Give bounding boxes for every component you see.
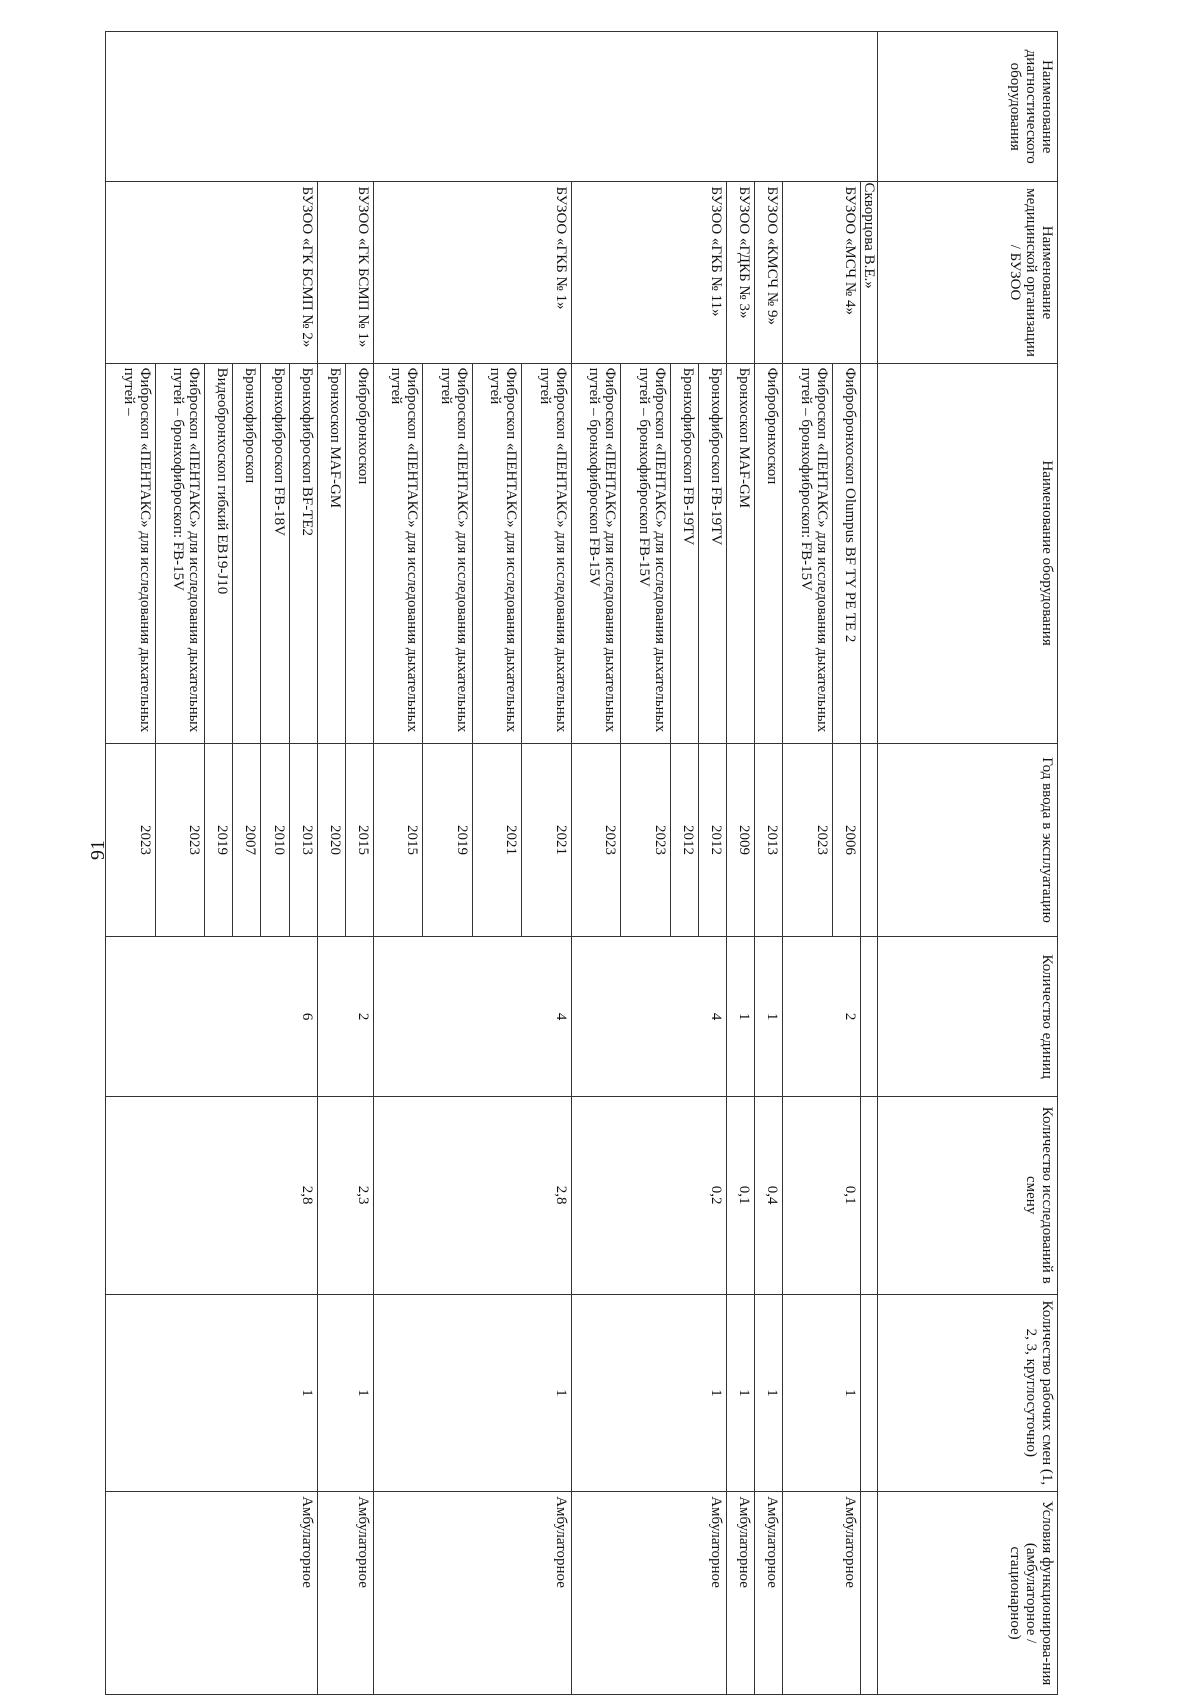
commission-year-cell: 2023 [621, 743, 671, 937]
empty-cell [861, 937, 878, 1096]
unit-count-cell: 2 [783, 937, 861, 1096]
commission-year-cell: 2015 [373, 743, 423, 937]
equipment-name-cell: Фиброскоп «ПЕНТАКС» для исследования дыхательных путей – бронхофиброскоп FB-15V [571, 363, 621, 743]
shift-count-cell: 1 [106, 1294, 318, 1492]
commission-year-cell: 2006 [832, 743, 860, 937]
shift-count-cell: 1 [317, 1294, 373, 1492]
operating-mode-cell: Амбулаторное [755, 1492, 783, 1695]
table-body [106, 32, 878, 1695]
equipment-name-cell: Бронхофиброскоп [233, 363, 261, 743]
header-unit-count: Количество единиц [878, 937, 1058, 1096]
commission-year-cell: 2020 [317, 743, 345, 937]
organization-cell: БУЗОО «ГКБ № 11» [571, 182, 726, 363]
rotated-table-wrapper [105, 31, 1058, 1695]
unit-count-cell: 1 [755, 937, 783, 1096]
commission-year-cell: 2023 [783, 743, 833, 937]
equipment-name-cell: Фибробронхоскоп [345, 363, 373, 743]
unit-count-cell: 2 [317, 937, 373, 1096]
commission-year-cell: 2010 [261, 743, 289, 937]
operating-mode-cell: Амбулаторное [373, 1492, 571, 1695]
studies-per-shift-cell: 0,1 [727, 1096, 755, 1294]
header-shift-count: Количество рабочих смен (1, 2, 3, круглосуточно) [878, 1294, 1058, 1492]
organization-cell: БУЗОО «КМСЧ № 9» [755, 182, 783, 363]
carry-over-text: Скворцова В.Е.» [861, 182, 878, 363]
equipment-name-cell: Фиброскоп «ПЕНТАКС» для исследования дыхательных путей [472, 363, 522, 743]
studies-per-shift-cell: 2,8 [373, 1096, 571, 1294]
commission-year-cell: 2021 [522, 743, 572, 937]
table-row [345, 32, 373, 1695]
header-studies-per-shift: Количество исследований в смену [878, 1096, 1058, 1294]
commission-year-cell: 2013 [755, 743, 783, 937]
table-header-row [878, 32, 1058, 1695]
commission-year-cell: 2007 [233, 743, 261, 937]
unit-count-cell: 6 [106, 937, 318, 1096]
table-row [699, 32, 727, 1695]
equipment-name-cell: Видеобронхоскоп гибкий EB19-J10 [205, 363, 233, 743]
organization-cell: БУЗОО «МСЧ № 4» [783, 182, 861, 363]
page-number: 91 [87, 840, 109, 860]
equipment-name-cell: Фиброскоп «ПЕНТАКС» для исследования дыхательных путей [373, 363, 423, 743]
commission-year-cell: 2009 [727, 743, 755, 937]
shift-count-cell: 1 [373, 1294, 571, 1492]
equipment-name-cell: Фиброскоп «ПЕНТАКС» для исследования дыхательных путей – бронхофиброскоп FB-15V [621, 363, 671, 743]
operating-mode-cell: Амбулаторное [106, 1492, 318, 1695]
commission-year-cell: 2019 [205, 743, 233, 937]
studies-per-shift-cell: 2,8 [106, 1096, 318, 1294]
empty-cell [861, 743, 878, 937]
table-row [755, 32, 783, 1695]
unit-count-cell: 4 [373, 937, 571, 1096]
equipment-name-cell: Фиброскоп «ПЕНТАКС» для исследования дыхательных путей [423, 363, 473, 743]
equipment-name-cell: Фиброскоп «ПЕНТАКС» для исследования дыхательных путей – [106, 363, 156, 743]
studies-per-shift-cell: 0,1 [783, 1096, 861, 1294]
operating-mode-cell: Амбулаторное [727, 1492, 755, 1695]
organization-cell: БУЗОО «ГК БСМП № 1» [317, 182, 373, 363]
header-commission-year: Год ввода в эксплуатацию [878, 743, 1058, 937]
commission-year-cell: 2023 [106, 743, 156, 937]
equipment-name-cell: Фиброскоп «ПЕНТАКС» для исследования дыхательных путей – бронхофиброскоп: FB-15V [155, 363, 205, 743]
commission-year-cell: 2013 [289, 743, 317, 937]
operating-mode-cell: Амбулаторное [571, 1492, 726, 1695]
commission-year-cell: 2023 [571, 743, 621, 937]
equipment-name-cell: Бронхоскоп MAF-GM [317, 363, 345, 743]
equipment-name-cell: Бронхофиброскоп BF-TE2 [289, 363, 317, 743]
operating-mode-cell: Амбулаторное [783, 1492, 861, 1695]
studies-per-shift-cell: 0,2 [571, 1096, 726, 1294]
unit-count-cell: 4 [571, 937, 726, 1096]
shift-count-cell: 1 [727, 1294, 755, 1492]
table-row-carry-over [861, 32, 878, 1695]
commission-year-cell: 2019 [423, 743, 473, 937]
shift-count-cell: 1 [571, 1294, 726, 1492]
header-operating-mode: Условия функционирова-ния (амбулаторное / стационарное) [878, 1492, 1058, 1695]
equipment-name-cell: Бронхофиброскоп FB-19TV [699, 363, 727, 743]
empty-cell [861, 1492, 878, 1695]
equipment-table [105, 31, 1058, 1695]
equipment-name-cell: Бронхофиброскоп FB-19TV [670, 363, 698, 743]
header-organization: Наименование медицинской организации / БУЗОО [878, 182, 1058, 363]
table-row [832, 32, 860, 1695]
commission-year-cell: 2015 [345, 743, 373, 937]
shift-count-cell: 1 [755, 1294, 783, 1492]
table-row [727, 32, 755, 1695]
diagnostic-equipment-cell [106, 32, 878, 182]
shift-count-cell: 1 [783, 1294, 861, 1492]
equipment-name-cell: Бронхофиброскоп FB-18V [261, 363, 289, 743]
commission-year-cell: 2021 [472, 743, 522, 937]
commission-year-cell: 2023 [155, 743, 205, 937]
studies-per-shift-cell: 2,3 [317, 1096, 373, 1294]
organization-cell: БУЗОО «ГК БСМП № 2» [106, 182, 318, 363]
header-diagnostic-equipment: Наименование диагностического оборудования [878, 32, 1058, 182]
studies-per-shift-cell: 0,4 [755, 1096, 783, 1294]
equipment-name-cell: Фиброскоп «ПЕНТАКС» для исследования дыхательных путей – бронхофиброскоп: FB-15V [783, 363, 833, 743]
unit-count-cell: 1 [727, 937, 755, 1096]
organization-cell: БУЗОО «ГДКБ № 3» [727, 182, 755, 363]
equipment-name-cell: Бронхоскоп MAF-GM [727, 363, 755, 743]
commission-year-cell: 2012 [699, 743, 727, 937]
operating-mode-cell: Амбулаторное [317, 1492, 373, 1695]
equipment-name-cell: Фибробронхоскоп Olumpus BF TY PE TE 2 [832, 363, 860, 743]
commission-year-cell: 2012 [670, 743, 698, 937]
empty-cell [861, 1294, 878, 1492]
equipment-name-cell: Фиброскоп «ПЕНТАКС» для исследования дыхательных путей [522, 363, 572, 743]
empty-cell [861, 363, 878, 743]
organization-cell: БУЗОО «ГКБ № 1» [373, 182, 571, 363]
table-row [289, 32, 317, 1695]
empty-cell [861, 1096, 878, 1294]
header-equipment-name: Наименование оборудования [878, 363, 1058, 743]
equipment-name-cell: Фибробронхоскоп [755, 363, 783, 743]
table-row [522, 32, 572, 1695]
